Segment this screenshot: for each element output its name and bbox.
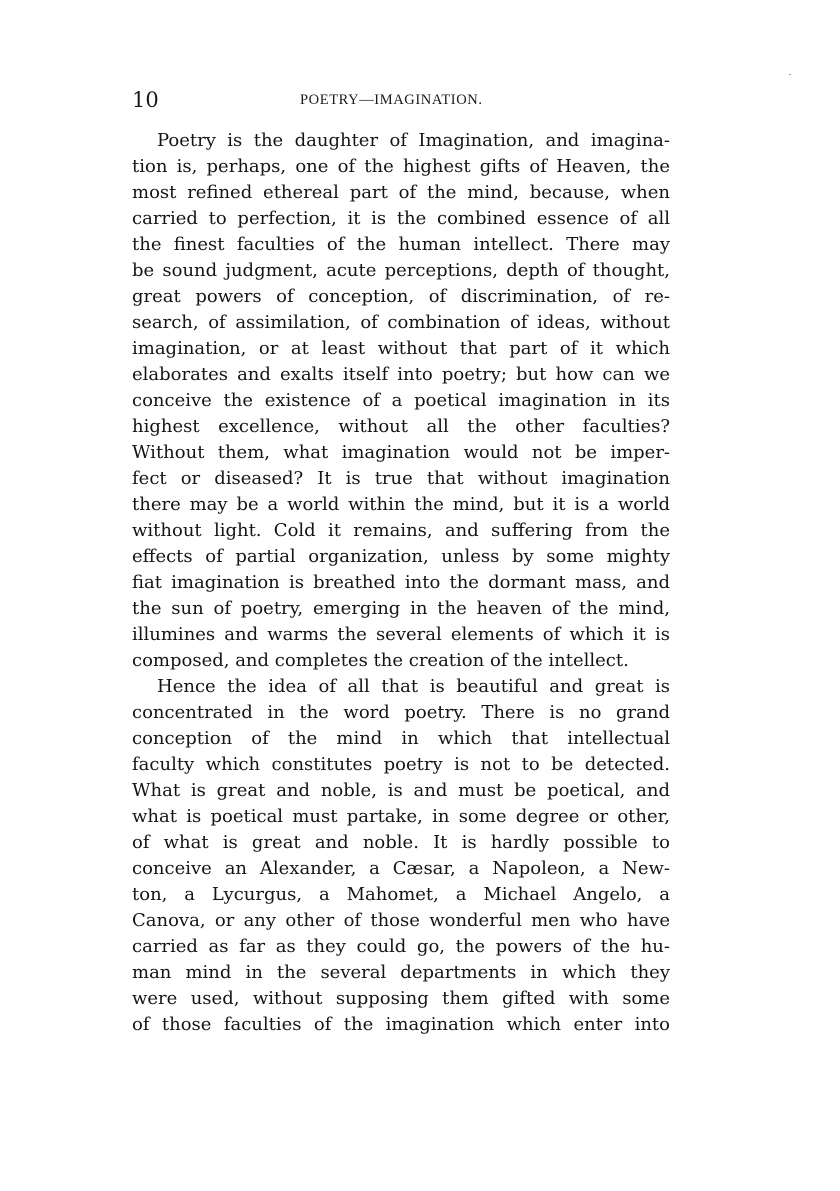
text-line: of those faculties of the imagination which enter into	[132, 1014, 670, 1035]
text-line: concentrated in the word poetry. There is no grand	[132, 702, 670, 723]
text-line: conceive the existence of a poetical imagination in its	[132, 390, 670, 411]
text-line: there may be a world within the mind, but it is a world	[132, 494, 670, 515]
text-line: search, of assimilation, of combination of ideas, without	[132, 312, 670, 333]
page-number: 10	[132, 88, 159, 112]
text-line: of what is great and noble. It is hardly possible to	[132, 832, 670, 853]
running-head: POETRY—IMAGINATION.	[300, 92, 483, 108]
text-line: conception of the mind in which that intellectual	[132, 728, 670, 749]
text-line: highest excellence, without all the other faculties?	[132, 416, 670, 437]
page-header	[132, 88, 672, 114]
text-line: carried to perfection, it is the combined essence of all	[132, 208, 670, 229]
scan-speck	[789, 74, 791, 75]
body-text	[132, 128, 670, 1038]
text-line: be sound judgment, acute perceptions, depth of thought,	[132, 260, 670, 281]
text-line: imagination, or at least without that part of it which	[132, 338, 670, 359]
text-line: composed, and completes the creation of the intellect.	[132, 650, 629, 671]
text-line: man mind in the several departments in which they	[132, 962, 670, 983]
text-line: Without them, what imagination would not be imper-	[132, 442, 670, 463]
text-line: without light. Cold it remains, and suffering from the	[132, 520, 670, 541]
text-line: carried as far as they could go, the powers of the hu-	[132, 936, 670, 957]
text-line: ton, a Lycurgus, a Mahomet, a Michael Angelo, a	[132, 884, 670, 905]
text-line: elaborates and exalts itself into poetry; but how can we	[132, 364, 670, 385]
text-line: Poetry is the daughter of Imagination, and imagina-	[157, 130, 670, 151]
text-line: effects of partial organization, unless by some mighty	[132, 546, 670, 567]
text-line: Hence the idea of all that is beautiful and great is	[157, 676, 670, 697]
text-line: most refined ethereal part of the mind, because, when	[132, 182, 670, 203]
text-line: Canova, or any other of those wonderful men who have	[132, 910, 670, 931]
text-line: were used, without supposing them gifted with some	[132, 988, 670, 1009]
text-line: fiat imagination is breathed into the dormant mass, and	[132, 572, 670, 593]
text-line: conceive an Alexander, a Cæsar, a Napoleon, a New-	[132, 858, 670, 879]
text-line: what is poetical must partake, in some degree or other,	[132, 806, 670, 827]
text-line: faculty which constitutes poetry is not to be detected.	[132, 754, 670, 775]
text-line: tion is, perhaps, one of the highest gifts of Heaven, the	[132, 156, 670, 177]
text-line: the sun of poetry, emerging in the heaven of the mind,	[132, 598, 670, 619]
text-line: fect or diseased? It is true that without imagination	[132, 468, 670, 489]
text-line: What is great and noble, is and must be poetical, and	[132, 780, 670, 801]
text-line: the finest faculties of the human intellect. There may	[132, 234, 670, 255]
text-line: great powers of conception, of discrimination, of re-	[132, 286, 670, 307]
text-line: illumines and warms the several elements of which it is	[132, 624, 670, 645]
